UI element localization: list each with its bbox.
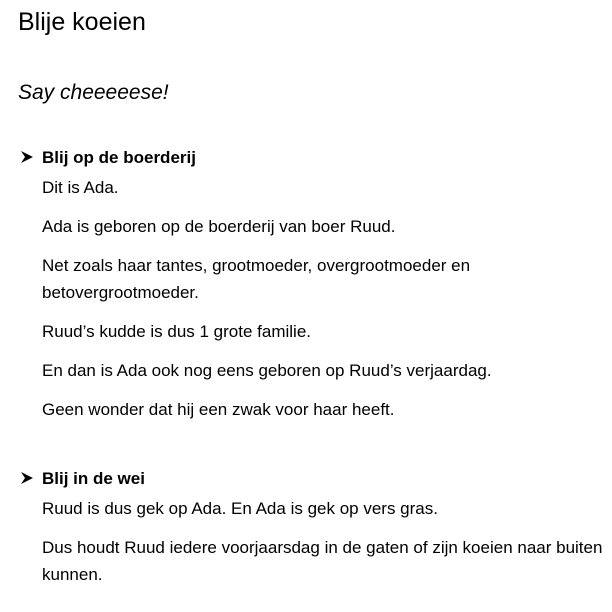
arrowhead-bullet-icon <box>20 469 34 487</box>
arrowhead-bullet-icon <box>20 148 34 166</box>
paragraph: Dit is Ada. <box>42 178 119 197</box>
paragraph: Ruud’s kudde is dus 1 grote familie. <box>42 322 312 341</box>
section-paragraphs <box>0 495 612 588</box>
section-heading: Blij in de wei <box>42 469 145 488</box>
paragraph: Ruud is dus gek op Ada. En Ada is gek op vers gras. <box>42 499 438 518</box>
paragraph: Ada is geboren op de boerderij van boer Ruud. <box>42 217 396 236</box>
paragraph: En dan is Ada ook nog eens geboren op Ruud’s verjaardag. <box>42 361 492 380</box>
section-blij-in-de-wei <box>0 467 612 600</box>
paragraph: Geen wonder dat hij een zwak voor haar heeft. <box>42 400 395 419</box>
paragraph: Dus houdt Ruud iedere voorjaarsdag in de gaten of zijn koeien naar buiten kunnen. <box>42 538 603 584</box>
paragraph: Net zoals haar tantes, grootmoeder, overgrootmoeder en betovergrootmoeder. <box>42 256 471 302</box>
section-heading-row <box>0 146 612 170</box>
section-blij-op-de-boerderij <box>0 146 612 435</box>
section-paragraphs <box>0 174 612 423</box>
section-heading-row <box>0 467 612 491</box>
document-title: Blije koeien <box>18 8 146 36</box>
section-heading: Blij op de boerderij <box>42 148 196 167</box>
document-subtitle: Say cheeeeese! <box>18 81 169 104</box>
